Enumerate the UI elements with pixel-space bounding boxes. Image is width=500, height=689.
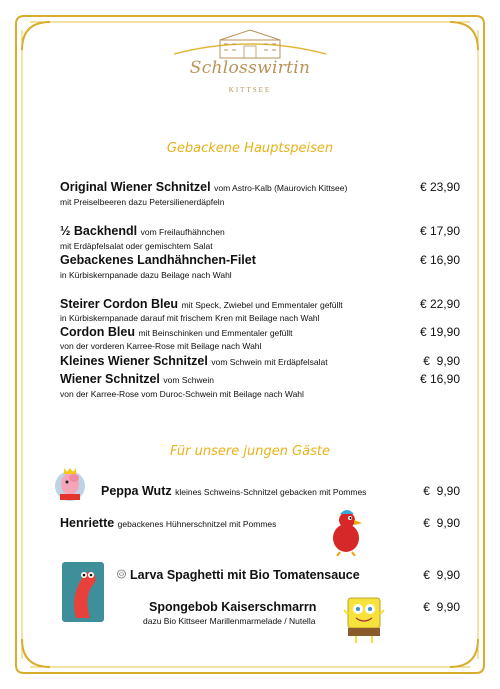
logo-name: Schlosswirtin bbox=[189, 58, 311, 78]
restaurant-logo bbox=[180, 28, 320, 108]
item-price: € 16,90 bbox=[419, 372, 460, 386]
menu-item bbox=[60, 253, 460, 267]
item-price: € 19,90 bbox=[419, 325, 460, 339]
main-section-title: Gebackene Hauptspeisen bbox=[166, 141, 334, 156]
spaghetti-icon bbox=[116, 566, 127, 584]
kids-section-title: Für unsere jungen Gäste bbox=[169, 444, 330, 459]
item-sub: von der vorderen Karree-Rose mit Beilage nach Wahl bbox=[60, 341, 262, 351]
item-price: € 23,90 bbox=[419, 180, 460, 194]
item-desc: mit Speck, Zwiebel und Emmentaler gefüllt bbox=[181, 300, 343, 310]
item-name: Cordon Bleu bbox=[60, 325, 135, 339]
item-desc: vom Schwein bbox=[163, 375, 214, 385]
item-price: € 9,90 bbox=[423, 354, 460, 368]
item-desc: vom Schwein mit Erdäpfelsalat bbox=[211, 357, 328, 367]
item-name: Original Wiener Schnitzel bbox=[60, 180, 211, 194]
larva-character-icon bbox=[62, 562, 104, 627]
menu-item bbox=[60, 354, 460, 368]
peppa-pig-icon bbox=[50, 462, 90, 509]
item-desc: mit Beinschinken und Emmentaler gefüllt bbox=[138, 328, 293, 338]
menu-item bbox=[60, 516, 460, 530]
item-name: Spongebob Kaiserschmarrn bbox=[149, 600, 317, 614]
item-sub: mit Erdäpfelsalat oder gemischtem Salat bbox=[60, 241, 213, 251]
item-sub: in Kürbiskernpanade dazu Beilage nach Wahl bbox=[60, 270, 232, 280]
item-name: ½ Backhendl bbox=[60, 224, 138, 238]
item-desc: gebackenes Hühnerschnitzel mit Pommes bbox=[117, 519, 277, 529]
item-name: Larva Spaghetti mit Bio Tomatensauce bbox=[130, 568, 360, 582]
item-desc: kleines Schweins-Schnitzel gebacken mit Pommes bbox=[175, 487, 367, 497]
item-price: € 16,90 bbox=[419, 253, 460, 267]
menu-item bbox=[60, 325, 460, 339]
item-name: Peppa Wutz bbox=[101, 484, 172, 498]
item-price: € 9,90 bbox=[423, 484, 460, 498]
item-sub: von der Karree-Rose vom Duroc-Schwein mit Beilage nach Wahl bbox=[60, 389, 304, 399]
item-name: Steirer Cordon Bleu bbox=[60, 297, 179, 311]
chicken-character-icon bbox=[326, 506, 366, 561]
item-sub: in Kürbiskernpanade darauf mit frischem Kren mit Beilage nach Wahl bbox=[60, 313, 320, 323]
item-name: Wiener Schnitzel bbox=[60, 372, 160, 386]
item-name: Gebackenes Landhähnchen-Filet bbox=[60, 253, 256, 267]
item-name: Henriette bbox=[60, 516, 115, 530]
item-name: Kleines Wiener Schnitzel bbox=[60, 354, 208, 368]
item-price: € 9,90 bbox=[423, 600, 460, 614]
spongebob-icon bbox=[342, 596, 386, 649]
item-price: € 17,90 bbox=[419, 224, 460, 238]
menu-item bbox=[60, 224, 460, 238]
item-desc: vom Freilaufhähnchen bbox=[140, 227, 225, 237]
item-sub: dazu Bio Kittseer Marillenmarmelade / Nutella bbox=[143, 616, 316, 626]
menu-item bbox=[60, 297, 460, 311]
menu-item bbox=[60, 180, 460, 194]
menu-item bbox=[60, 372, 460, 386]
item-desc: vom Astro-Kalb (Maurovich Kittsee) bbox=[214, 183, 348, 193]
item-sub: mit Preiselbeeren dazu Petersilienerdäpfeln bbox=[60, 197, 225, 207]
item-price: € 9,90 bbox=[423, 516, 460, 530]
item-price: € 22,90 bbox=[419, 297, 460, 311]
logo-place: KITTSEE bbox=[228, 86, 272, 94]
item-price: € 9,90 bbox=[423, 568, 460, 582]
